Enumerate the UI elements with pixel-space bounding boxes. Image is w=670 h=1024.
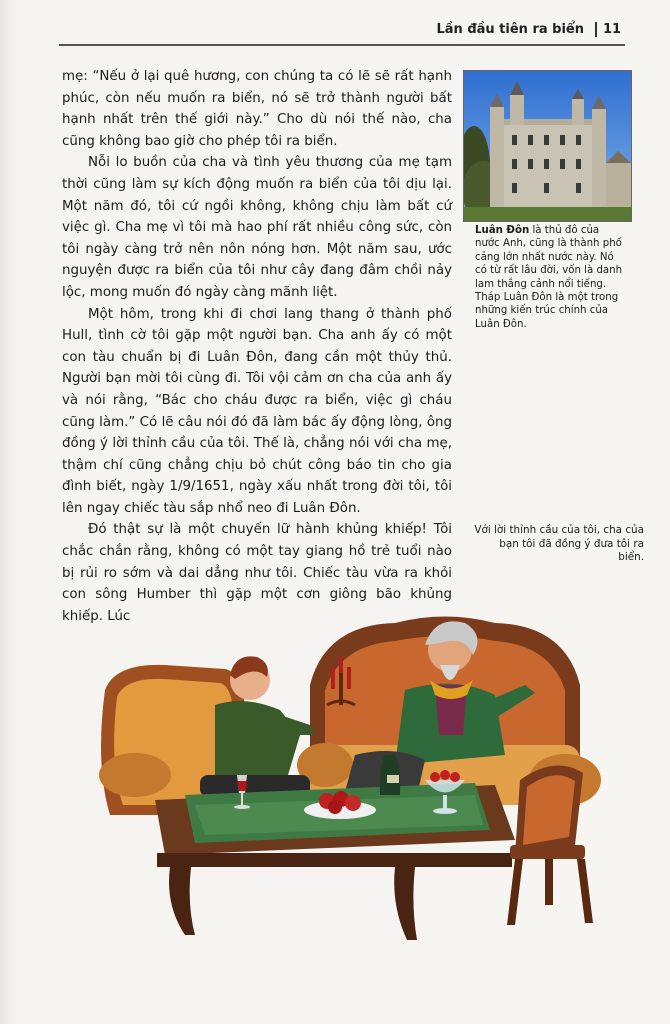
header-separator [595,22,597,37]
tower-photo-image [464,71,631,221]
photo-caption [475,224,625,331]
illustration-image [95,605,615,950]
paragraph: Nỗi lo buồn của cha và tình yêu thương của mẹ tạm thời cũng làm sự kích động muốn ra biển của tôi dịu lại. Một năm đó, tôi cứ ngồi không, không chịu làm bất cứ việc gì. Cha mẹ vì tôi mà hao phí rất nhiều công sức, còn tôi ngày càng trở nên nôn nóng hơn. Một năm sau, ước nguyện được ra biển của tôi như cây đang đâm chồi nảy lộc, mong muốn đó ngày càng mãnh liệt. [62,155,452,300]
paragraph: Đó thật sự là một chuyến lữ hành khủng khiếp! Tôi chắc chắn rằng, không có một tay giang hồ trẻ tuổi nào bị rủi ro sớm và dai dẳng như tôi. Chiếc tàu vừa ra khỏi con sông Humber thì gặp một cơn giông bão khủng khiếp. Lúc [62,522,452,624]
header-rule [59,44,625,46]
paragraph: Một hôm, trong khi đi chơi lang thang ở thành phố Hull, tình cờ tôi gặp một người bạn. Cha anh ấy có một con tàu chuẩn bị đi Luân Đôn, đang cần một thủy thủ. Người bạn mời tôi cùng đi. Tôi vội cảm ơn cha của anh ấy và nói rằng, “Bác cho cháu được ra biển, việc gì cháu cũng làm.” Có lẽ câu nói đó đã làm bác ấy động lòng, ông đồng ý lời thỉnh cầu của tôi. Thế là, chẳng nói với cha mẹ, thậm chí cũng chẳng chịu bỏ chút công báo tin cho gia đình biết, ngày 1/9/1651, ngày xấu nhất trong đời tôi, tôi lên ngay chiếc tàu sắp nhổ neo đi Luân Đôn. [62,306,452,516]
story-illustration [95,605,615,950]
caption-text: là thủ đô của nước Anh, cũng là thành phố cảng lớn nhất nước này. Nó có từ rất lâu đời, vốn là danh lam thắng cảnh nổi tiếng. Tháp Luân Đôn là một trong những kiến trúc chính của Luân Đôn. [475,225,623,330]
tower-of-london-photo [463,70,632,222]
illustration-caption: Với lời thỉnh cầu của tôi, cha của bạn tôi đã đồng ý đưa tôi ra biển. [474,524,644,564]
paragraph: mẹ: “Nếu ở lại quê hương, con chúng ta có lẽ sẽ rất hạnh phúc, còn nếu muốn ra biển, nó sẽ trở thành người bất hạnh nhất trên thế giới này.” Cho dù nói thế nào, cha cũng không bao giờ cho phép tôi ra biển. [62,69,452,149]
caption-highlight: Luân Đôn [475,225,530,236]
body-text [62,66,452,627]
page-number: 11 [603,22,622,37]
chapter-title: Lần đầu tiên ra biển [436,22,584,37]
